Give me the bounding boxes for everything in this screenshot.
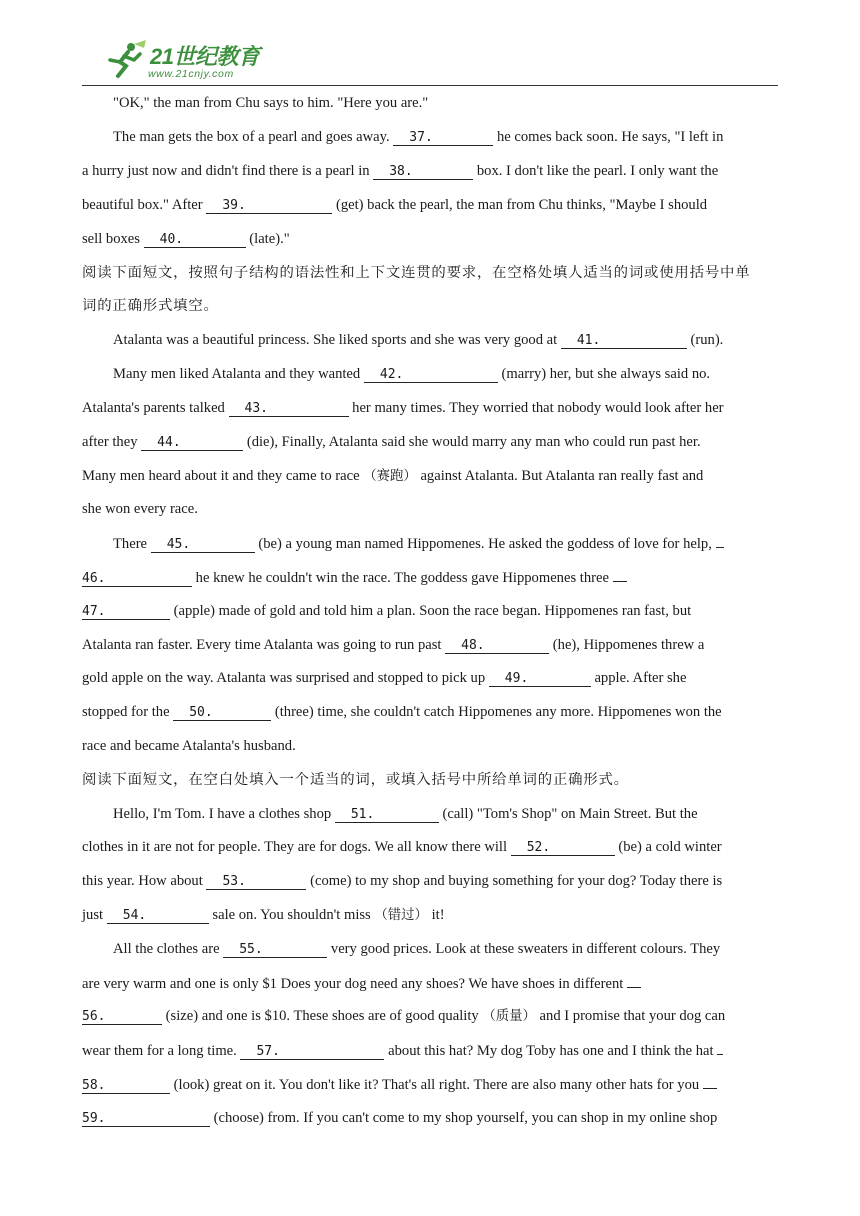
- text-span: clothes in it are not for people. They are for dogs. We all know there will: [82, 839, 508, 855]
- text-line: [82, 229, 782, 249]
- text-span: (choose) from. If you can't come to my shop yourself, you can shop in my online shop: [213, 1110, 718, 1126]
- text-line: [113, 330, 813, 350]
- blank-50[interactable]: 50.: [173, 704, 271, 721]
- text-line: [82, 837, 782, 857]
- text-span: sell boxes: [82, 231, 140, 247]
- blank-54[interactable]: 54.: [107, 907, 209, 924]
- text-span: (be) a cold winter: [618, 839, 722, 855]
- blank-42[interactable]: 42.: [364, 366, 498, 383]
- text-span: Atalanta's parents talked: [82, 400, 225, 416]
- text-line: [82, 668, 782, 688]
- blank-37[interactable]: 37.: [393, 129, 493, 146]
- text-span: (come) to my shop and buying something for your dog? Today there is: [310, 873, 723, 889]
- blank-stub: [703, 1074, 717, 1089]
- blank-stub: [716, 533, 724, 548]
- text-line: [113, 804, 813, 824]
- blank-41[interactable]: 41.: [561, 332, 687, 349]
- blank-stub: [717, 1040, 723, 1055]
- text-line: [82, 1040, 782, 1061]
- text-line: [82, 1006, 782, 1027]
- text-span: race and became Atalanta's husband.: [82, 738, 296, 754]
- instruction-line: [82, 296, 782, 316]
- text-line: [82, 702, 782, 722]
- logo-text: 21世纪教育: [150, 44, 260, 69]
- text-span: 阅读下面短文，在空白处填入一个适当的词，或填入括号中所给单词的正确形式。: [82, 772, 629, 788]
- page-header: [0, 0, 860, 90]
- text-span: (late).": [249, 231, 290, 247]
- text-line: [82, 1074, 782, 1095]
- blank-57[interactable]: 57.: [240, 1043, 384, 1060]
- text-span: about this hat? My dog Toby has one and I think the hat: [388, 1043, 714, 1059]
- text-span: and I promise that your dog can: [539, 1008, 726, 1024]
- blank-40[interactable]: 40.: [144, 231, 246, 248]
- logo: [104, 40, 279, 86]
- blank-47[interactable]: 47.: [82, 603, 170, 620]
- text-span: against Atalanta. But Atalanta ran really fast and: [420, 468, 704, 484]
- text-span: (apple) made of gold and told him a plan. Soon the race began. Hippomenes ran fast, but: [173, 603, 692, 619]
- logo-url: www.21cnjy.com: [148, 68, 234, 80]
- text-span: are very warm and one is only $1 Does your dog need any shoes? We have shoes in different: [82, 976, 624, 992]
- text-line: [82, 973, 782, 994]
- text-span: (size) and one is $10. These shoes are of good quality: [165, 1008, 479, 1024]
- text-span: "OK," the man from Chu says to him. "Here you are.": [113, 95, 429, 111]
- text-span: stopped for the: [82, 704, 170, 720]
- text-span: Many men liked Atalanta and they wanted: [113, 366, 361, 382]
- text-span: (run).: [690, 332, 724, 348]
- text-span: (marry) her, but she always said no.: [501, 366, 711, 382]
- text-line: [82, 567, 782, 588]
- text-line: [113, 939, 813, 959]
- text-line: [82, 161, 782, 181]
- text-line: [82, 1108, 782, 1128]
- text-span: sale on. You shouldn't miss: [212, 907, 371, 923]
- text-span: （赛跑）: [363, 469, 417, 484]
- header-divider: [82, 85, 778, 86]
- text-line: [113, 93, 813, 113]
- text-span: Atalanta ran faster. Every time Atalanta was going to run past: [82, 637, 442, 653]
- text-span: a hurry just now and didn't find there is a pearl in: [82, 163, 370, 179]
- blank-59[interactable]: 59.: [82, 1110, 210, 1127]
- text-span: very good prices. Look at these sweaters in different colours. They: [330, 941, 721, 957]
- blank-stub: [613, 567, 627, 582]
- blank-48[interactable]: 48.: [445, 637, 549, 654]
- instruction-line: [82, 770, 782, 790]
- text-span: 阅读下面短文，按照句子结构的语法性和上下文连贯的要求，在空格处填人适当的词或使用括号中单: [82, 265, 751, 281]
- text-span: he knew he couldn't win the race. The goddess gave Hippomenes three: [195, 570, 609, 586]
- text-span: (three) time, she couldn't catch Hippomenes any more. Hippomenes won the: [274, 704, 722, 720]
- text-span: Many men heard about it and they came to race: [82, 468, 360, 484]
- text-line: [82, 398, 782, 418]
- text-span: after they: [82, 434, 138, 450]
- text-span: (die), Finally, Atalanta said she would marry any man who could run past her.: [246, 434, 701, 450]
- text-line: [82, 432, 782, 452]
- blank-52[interactable]: 52.: [511, 839, 615, 856]
- text-line: [82, 871, 782, 891]
- text-span: There: [113, 536, 148, 552]
- text-span: Hello, I'm Tom. I have a clothes shop: [113, 806, 332, 822]
- text-line: [82, 905, 782, 926]
- blank-55[interactable]: 55.: [223, 941, 327, 958]
- text-line: [113, 533, 813, 554]
- runner-logo-icon: [104, 40, 148, 80]
- text-span: just: [82, 907, 104, 923]
- text-span: （错过）: [374, 908, 428, 923]
- text-line: [113, 364, 813, 384]
- text-span: it!: [431, 907, 445, 923]
- blank-53[interactable]: 53.: [206, 873, 306, 890]
- text-line: [82, 466, 782, 487]
- text-span: （质量）: [482, 1009, 536, 1024]
- text-span: gold apple on the way. Atalanta was surprised and stopped to pick up: [82, 670, 486, 686]
- text-span: her many times. They worried that nobody would look after her: [352, 400, 724, 416]
- blank-44[interactable]: 44.: [141, 434, 243, 451]
- blank-58[interactable]: 58.: [82, 1077, 170, 1094]
- text-span: (be) a young man named Hippomenes. He asked the goddess of love for help,: [258, 536, 712, 552]
- text-line: [82, 195, 782, 215]
- text-span: beautiful box." After: [82, 197, 203, 213]
- text-line: [82, 635, 782, 655]
- blank-38[interactable]: 38.: [373, 163, 473, 180]
- blank-43[interactable]: 43.: [229, 400, 349, 417]
- text-span: box. I don't like the pearl. I only want the: [476, 163, 719, 179]
- blank-45[interactable]: 45.: [151, 536, 255, 553]
- text-span: All the clothes are: [113, 941, 220, 957]
- text-line: [82, 736, 782, 756]
- text-span: Atalanta was a beautiful princess. She liked sports and she was very good at: [113, 332, 558, 348]
- blank-49[interactable]: 49.: [489, 670, 591, 687]
- text-span: he comes back soon. He says, "I left in: [496, 129, 724, 145]
- text-span: (get) back the pearl, the man from Chu thinks, "Maybe I should: [335, 197, 708, 213]
- text-span: The man gets the box of a pearl and goes away.: [113, 129, 390, 145]
- text-span: she won every race.: [82, 501, 198, 517]
- text-span: (look) great on it. You don't like it? That's all right. There are also many other hats for you: [173, 1077, 700, 1093]
- text-line: [82, 499, 782, 519]
- text-line: [113, 127, 813, 147]
- instruction-line: [82, 263, 782, 283]
- text-line: [82, 601, 782, 621]
- blank-46[interactable]: 46.: [82, 570, 192, 587]
- blank-39[interactable]: 39.: [206, 197, 332, 214]
- text-span: (he), Hippomenes threw a: [552, 637, 705, 653]
- text-span: apple. After she: [594, 670, 687, 686]
- text-span: (call) "Tom's Shop" on Main Street. But the: [442, 806, 698, 822]
- blank-56[interactable]: 56.: [82, 1008, 162, 1025]
- text-span: this year. How about: [82, 873, 203, 889]
- blank-stub: [627, 973, 641, 988]
- text-span: 词的正确形式填空。: [82, 298, 219, 314]
- blank-51[interactable]: 51.: [335, 806, 439, 823]
- text-span: wear them for a long time.: [82, 1043, 237, 1059]
